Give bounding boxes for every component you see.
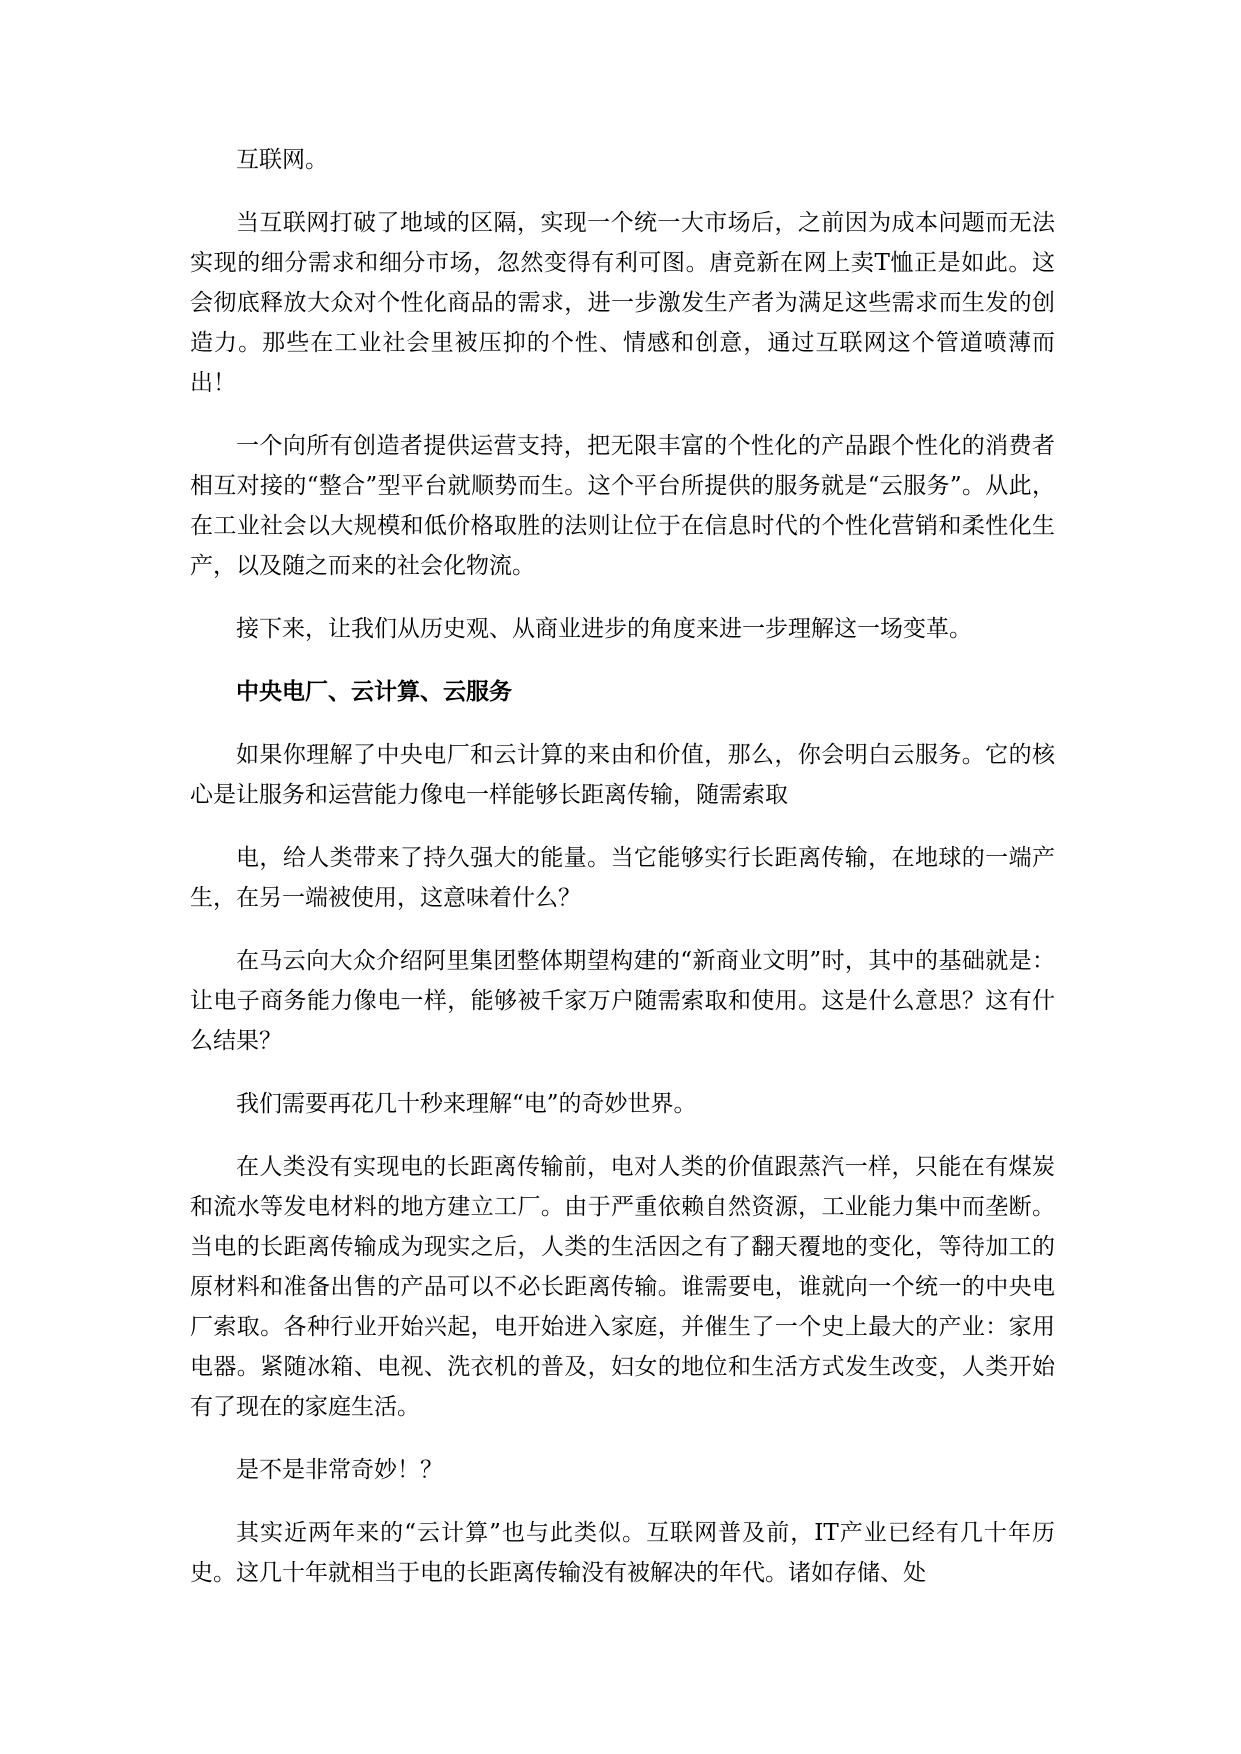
paragraph-1: 互联网。 (236, 147, 328, 173)
document-page (190, 140, 1055, 1616)
paragraph-7: 电，给人类带来了持久强大的能量。当它能够实行长距离传输，在地球的一端产生，在另一端被使用，这意味着什么？ (190, 845, 1055, 911)
paragraph-9: 我们需要再花几十秒来理解“电”的奇妙世界。 (236, 1091, 697, 1117)
paragraph-4: 接下来，让我们从历史观、从商业进步的角度来进一步理解这一场变革。 (236, 616, 972, 642)
paragraph-12: 其实近两年来的“云计算”也与此类似。互联网普及前，IT产业已经有几十年历史。这几十年就相当于电的长距离传输没有被解决的年代。诸如存储、处 (190, 1520, 1055, 1586)
paragraph-8: 在马云向大众介绍阿里集团整体期望构建的“新商业文明”时，其中的基础就是：让电子商务能力像电一样，能够被千家万户随需索取和使用。这是什么意思？这有什么结果？ (190, 948, 1055, 1054)
paragraph-6: 如果你理解了中央电厂和云计算的来由和价值，那么，你会明白云服务。它的核心是让服务和运营能力像电一样能够长距离传输，随需索取 (190, 742, 1055, 808)
paragraph-2: 当互联网打破了地域的区隔，实现一个统一大市场后，之前因为成本问题而无法实现的细分需求和细分市场，忽然变得有利可图。唐竞新在网上卖T恤正是如此。这会彻底释放大众对个性化商品的需求，进一步激发生产者为满足这些需求而生发的创造力。那些在工业社会里被压抑的个性、情感和创意，通过互联网这个管道喷薄而出！ (190, 210, 1055, 396)
section-heading: 中央电厂、云计算、云服务 (236, 678, 512, 705)
paragraph-3: 一个向所有创造者提供运营支持，把无限丰富的个性化的产品跟个性化的消费者相互对接的“整合”型平台就顺势而生。这个平台所提供的服务就是“云服务”。从此，在工业社会以大规模和低价格取胜的法则让位于在信息时代的个性化营销和柔性化生产，以及随之而来的社会化物流。 (190, 433, 1055, 579)
paragraph-11: 是不是非常奇妙！？ (236, 1457, 443, 1483)
paragraph-10: 在人类没有实现电的长距离传输前，电对人类的价值跟蒸汽一样，只能在有煤炭和流水等发电材料的地方建立工厂。由于严重依赖自然资源，工业能力集中而垄断。当电的长距离传输成为现实之后，人类的生活因之有了翻天覆地的变化，等待加工的原材料和准备出售的产品可以不必长距离传输。谁需要电，谁就向一个统一的中央电厂索取。各种行业开始兴起，电开始进入家庭，并催生了一个史上最大的产业：家用电器。紧随冰箱、电视、洗衣机的普及，妇女的地位和生活方式发生改变，人类开始有了现在的家庭生活。 (190, 1154, 1055, 1420)
